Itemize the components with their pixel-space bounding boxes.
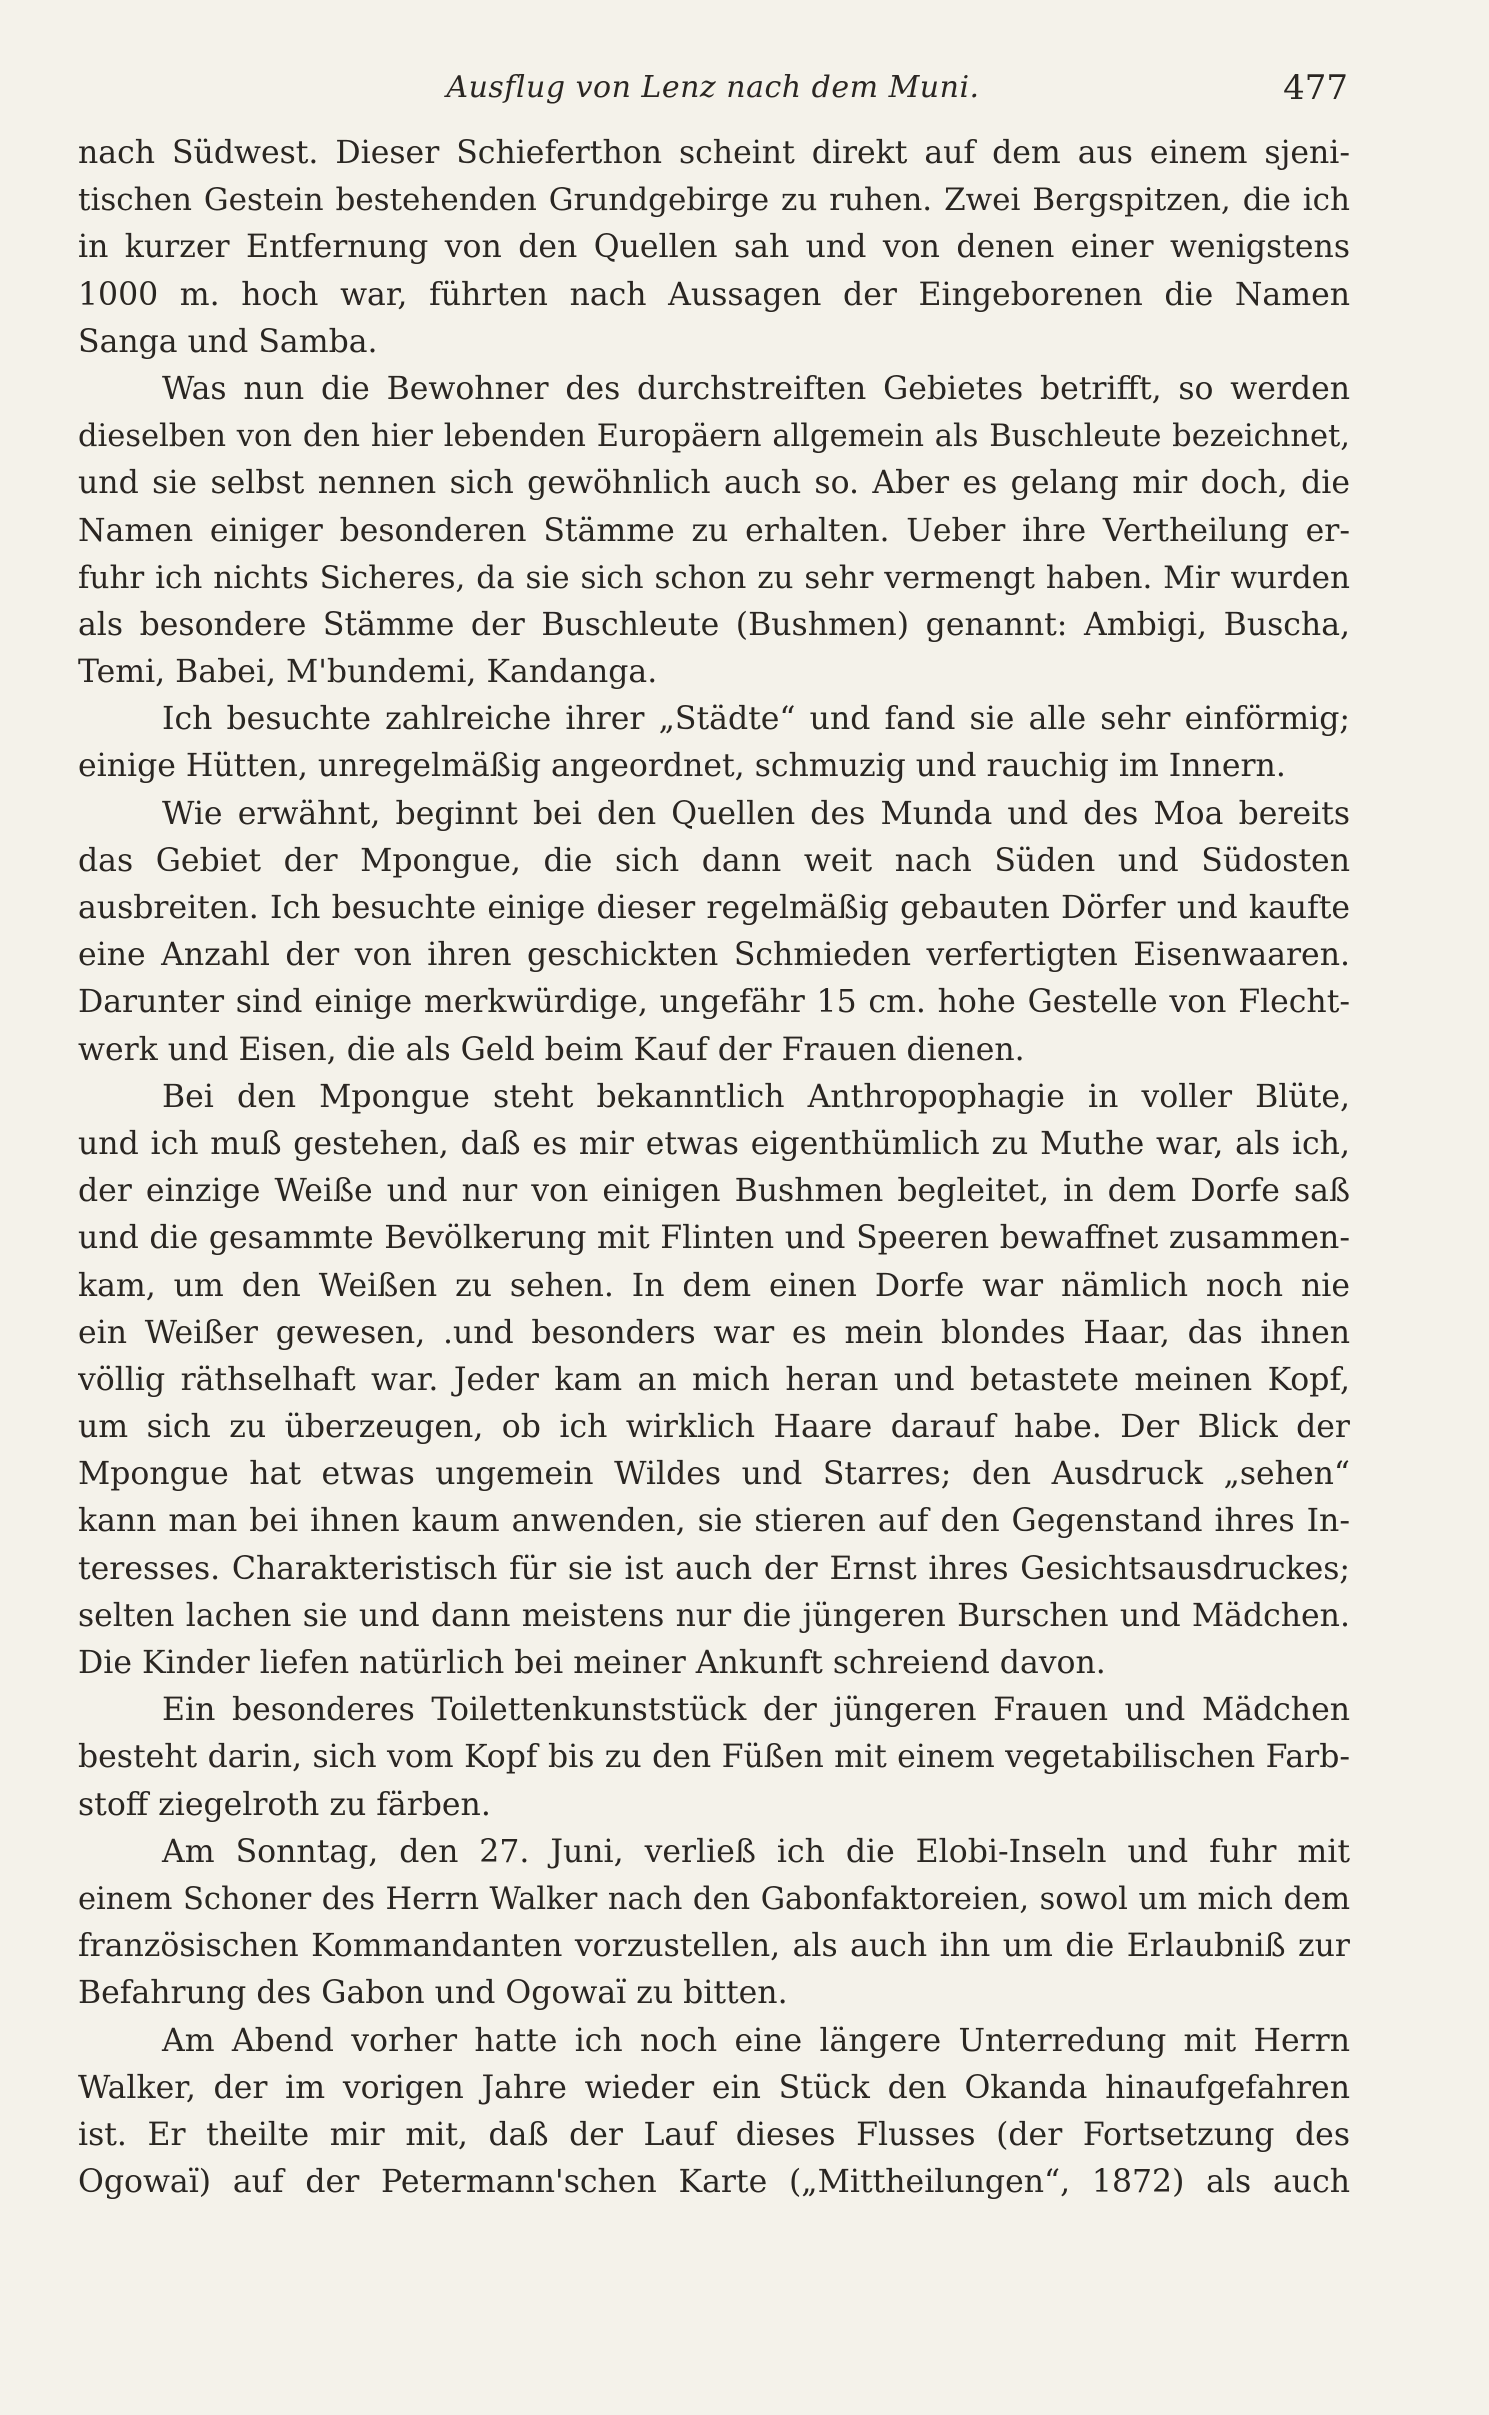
text-line: Temi, Babei, M'bundemi, Kandanga. [78, 654, 658, 691]
body-text [78, 130, 1350, 2206]
text-line: Sanga und Samba. [78, 323, 378, 360]
text-line: in kurzer Entfernung von den Quellen sah und von denen einer wenigstens [78, 229, 1350, 266]
text-line: kann man bei ihnen kaum anwenden, sie stieren auf den Gegenstand ihres In- [78, 1503, 1350, 1540]
text-line: Mpongue hat etwas ungemein Wildes und Starres; den Ausdruck „sehen“ [78, 1456, 1350, 1493]
text-line: Walker, der im vorigen Jahre wieder ein Stück den Okanda hinaufgefahren [78, 2069, 1350, 2106]
text-line: Am Sonntag, den 27. Juni, verließ ich die Elobi-Inseln und fuhr mit [162, 1833, 1350, 1870]
text-line: nach Südwest. Dieser Schieferthon scheint direkt auf dem aus einem sjeni- [78, 135, 1350, 171]
text-line: Was nun die Bewohner des durchstreiften Gebietes betrifft, so werden [162, 370, 1350, 407]
text-line: Bei den Mpongue steht bekanntlich Anthropophagie in voller Blüte, [162, 1078, 1350, 1115]
text-line: ausbreiten. Ich besuchte einige dieser regelmäßig gebauten Dörfer und kaufte [78, 890, 1350, 926]
running-title: Ausflug von Lenz nach dem Muni. [446, 70, 980, 105]
text-line: Die Kinder liefen natürlich bei meiner Ankunft schreiend davon. [78, 1645, 1106, 1681]
text-line: Ein besonderes Toilettenkunststück der jüngeren Frauen und Mädchen [162, 1692, 1350, 1729]
text-line: Namen einiger besonderen Stämme zu erhalten. Ueber ihre Vertheilung er- [78, 512, 1350, 549]
text-line: Wie erwähnt, beginnt bei den Quellen des Munda und des Moa bereits [162, 795, 1350, 832]
text-line: dieselben von den hier lebenden Europäern allgemein als Buschleute bezeichnet, [78, 419, 1350, 455]
text-line: der einzige Weiße und nur von einigen Bushmen begleitet, in dem Dorfe saß [78, 1173, 1350, 1210]
text-line: 1000 m. hoch war, führten nach Aussagen der Eingeborenen die Namen [78, 276, 1350, 313]
text-line: ist. Er theilte mir mit, daß der Lauf dieses Flusses (der Fortsetzung des [78, 2116, 1350, 2153]
text-line: Darunter sind einige merkwürdige, ungefähr 15 cm. hohe Gestelle von Flecht- [78, 984, 1350, 1021]
text-line: tischen Gestein bestehenden Grundgebirge zu ruhen. Zwei Bergspitzen, die ich [78, 182, 1350, 219]
text-line: um sich zu überzeugen, ob ich wirklich Haare darauf habe. Der Blick der [78, 1409, 1350, 1446]
text-line: als besondere Stämme der Buschleute (Bushmen) genannt: Ambigi, Buscha, [78, 606, 1350, 643]
text-line: und ich muß gestehen, daß es mir etwas eigenthümlich zu Muthe war, als ich, [78, 1125, 1350, 1162]
text-line: Ich besuchte zahlreiche ihrer „Städte“ und fand sie alle sehr einförmig; [162, 701, 1350, 738]
text-line: stoff ziegelroth zu färben. [78, 1786, 491, 1823]
text-line: völlig räthselhaft war. Jeder kam an mich heran und betastete meinen Kopf, [78, 1361, 1350, 1398]
text-line: und sie selbst nennen sich gewöhnlich auch so. Aber es gelang mir doch, die [78, 465, 1350, 502]
text-line: das Gebiet der Mpongue, die sich dann weit nach Süden und Südosten [78, 842, 1350, 879]
text-line: und die gesammte Bevölkerung mit Flinten und Speeren bewaffnet zusammen- [78, 1220, 1350, 1257]
text-line: fuhr ich nichts Sicheres, da sie sich schon zu sehr vermengt haben. Mir wurden [78, 559, 1350, 596]
text-line: teresses. Charakteristisch für sie ist auch der Ernst ihres Gesichtsausdruckes; [78, 1550, 1350, 1587]
text-line: werk und Eisen, die als Geld beim Kauf der Frauen dienen. [78, 1031, 1025, 1068]
text-line: Befahrung des Gabon und Ogowaï zu bitten. [78, 1975, 788, 2012]
text-line: ein Weißer gewesen, .und besonders war es mein blondes Haar, das ihnen [78, 1314, 1350, 1351]
text-line: einem Schoner des Herrn Walker nach den Gabonfaktoreien, sowol um mich dem [78, 1881, 1350, 1917]
text-line: Ogowaï) auf der Petermann'schen Karte („Mittheilungen“, 1872) als auch [78, 2164, 1350, 2201]
text-line: kam, um den Weißen zu sehen. In dem einen Dorfe war nämlich noch nie [78, 1267, 1350, 1304]
text-line: französischen Kommandanten vorzustellen, als auch ihn um die Erlaubniß zur [78, 1928, 1350, 1965]
text-line: besteht darin, sich vom Kopf bis zu den Füßen mit einem vegetabilischen Farb- [78, 1739, 1350, 1776]
text-line: einige Hütten, unregelmäßig angeordnet, schmuzig und rauchig im Innern. [78, 748, 1286, 785]
text-line: eine Anzahl der von ihren geschickten Schmieden verfertigten Eisenwaaren. [78, 937, 1350, 974]
page-header [78, 62, 1348, 122]
page-number: 477 [1283, 68, 1348, 108]
text-line: Am Abend vorher hatte ich noch eine längere Unterredung mit Herrn [162, 2022, 1350, 2059]
text-line: selten lachen sie und dann meistens nur die jüngeren Burschen und Mädchen. [78, 1597, 1350, 1634]
